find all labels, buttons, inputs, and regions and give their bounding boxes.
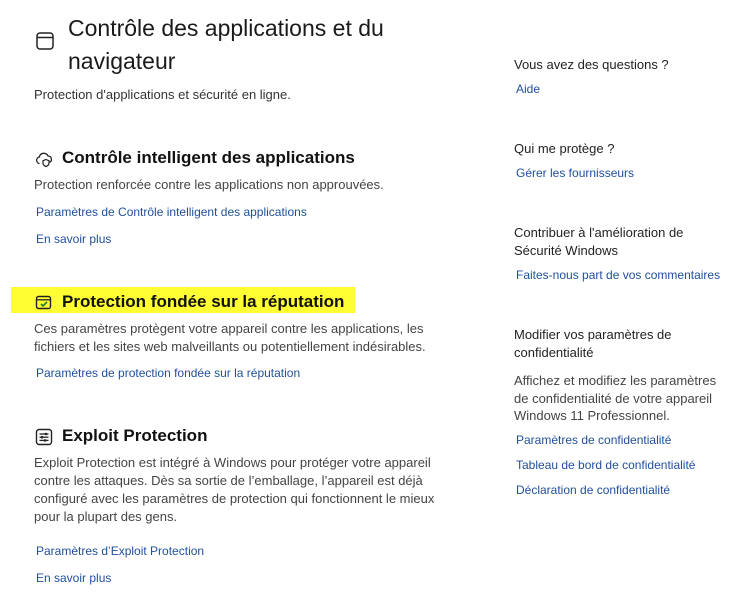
app-window-icon xyxy=(36,32,54,50)
sidebar-privacy-title: Modifier vos paramètres de confidentialité xyxy=(514,327,672,360)
exploit-protection-icon xyxy=(35,428,53,446)
privacy-settings-link[interactable]: Paramètres de confidentialité xyxy=(516,433,672,447)
sidebar-protects-title: Qui me protège ? xyxy=(514,141,615,156)
sidebar-privacy-description: Affichez et modifiez les paramètres de confidentialité de votre appareil Windows 11 Professionnel. xyxy=(514,373,717,423)
sidebar-questions-title: Vous avez des questions ? xyxy=(514,57,669,72)
page-subtitle: Protection d'applications et sécurité en ligne. xyxy=(34,87,291,102)
section-description: Exploit Protection est intégré à Windows pour protéger votre appareil contre les attaques. Dès sa sortie de l’emballage, l’appareil est déjà configuré avec les paramètres de protection qui fonctionnent le mieux pour la plupart des gens. xyxy=(34,455,435,524)
help-link[interactable]: Aide xyxy=(516,82,541,96)
learn-more-link[interactable]: En savoir plus xyxy=(36,232,112,246)
manage-providers-link[interactable]: Gérer les fournisseurs xyxy=(516,166,635,180)
page-title: Contrôle des applications et du navigateur xyxy=(68,15,384,74)
section-description: Ces paramètres protègent votre appareil contre les applications, les fichiers et les sites web malveillants ou potentiellement indésirables. xyxy=(34,321,426,354)
section-title-exploit-protection: Exploit Protection xyxy=(62,426,208,445)
learn-more-link[interactable]: En savoir plus xyxy=(36,571,112,585)
privacy-statement-link[interactable]: Déclaration de confidentialité xyxy=(516,483,671,497)
sidebar-improve-title: Contribuer à l'amélioration de Sécurité Windows xyxy=(514,225,684,258)
feedback-link[interactable]: Faites-nous part de vos commentaires xyxy=(516,268,721,282)
smart-app-control-settings-link[interactable]: Paramètres de Contrôle intelligent des applications xyxy=(36,205,307,219)
section-title-reputation-protection: Protection fondée sur la réputation xyxy=(62,292,345,311)
exploit-protection-settings-link[interactable]: Paramètres d’Exploit Protection xyxy=(36,544,205,558)
reputation-protection-settings-link[interactable]: Paramètres de protection fondée sur la réputation xyxy=(36,366,301,380)
section-description: Protection renforcée contre les applications non approuvées. xyxy=(34,177,384,192)
section-title-smart-app-control: Contrôle intelligent des applications xyxy=(62,148,355,167)
cloud-shield-icon xyxy=(35,150,53,168)
privacy-dashboard-link[interactable]: Tableau de bord de confidentialité xyxy=(516,458,696,472)
reputation-shield-icon xyxy=(35,294,53,312)
